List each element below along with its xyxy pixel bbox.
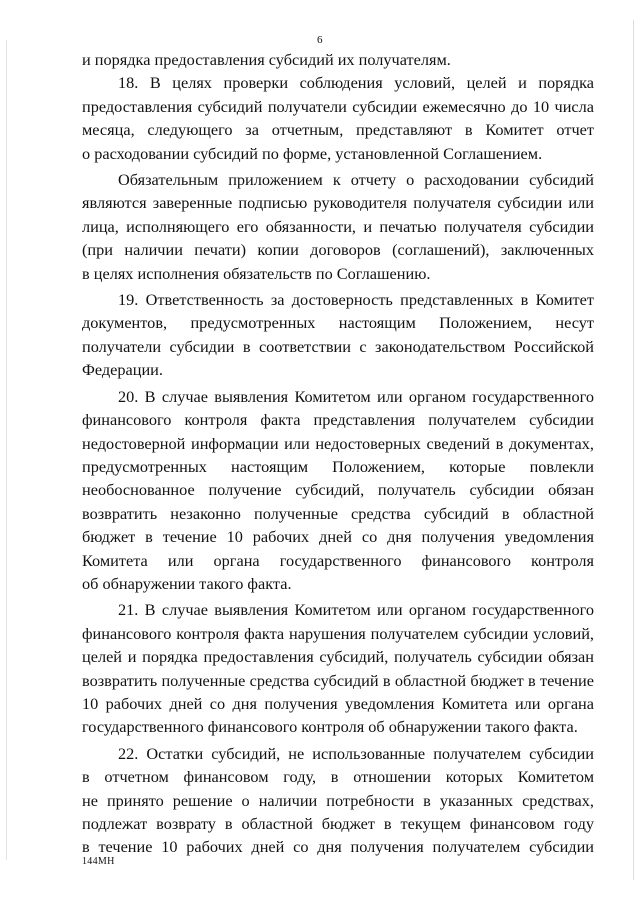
text-line: финансового контроля факта нарушения получателем субсидии условий, [82,623,594,643]
text-line: государственного финансового контроля об обнаружении такого факта. [82,717,578,737]
text-line: финансового контроля факта представления получателем субсидии [82,410,594,430]
text-line: бюджет в течение 10 рабочих дней со дня получения уведомления [82,527,594,547]
text-line: 19. Ответственность за достоверность представленных в Комитет [118,290,594,310]
text-line: лица, исполняющего его обязанности, и печатью получателя субсидии [82,216,594,236]
text-line: предоставления субсидий получатели субсидии ежемесячно до 10 числа [82,96,594,116]
text-line: возвратить незаконно полученные средства субсидий в областной [82,503,594,523]
text-line: необоснованное получение субсидий, получатель субсидии обязан [82,480,594,500]
text-line: в целях исполнения обязательств по Соглашению. [82,263,431,283]
text-line: 10 рабочих дней со дня получения уведомления Комитета или органа [82,693,594,713]
paragraph-18-attachment [82,168,594,285]
paragraph-21 [82,598,594,738]
text-line: месяца, следующего за отчетным, представляют в Комитет отчет [82,120,594,140]
text-line: целей и порядка предоставления субсидий, получатель субсидии обязан [82,647,594,667]
text-line: 22. Остатки субсидий, не использованные получателем субсидии [118,743,594,763]
text-line: о расходовании субсидий по форме, установленной Соглашением. [82,143,543,163]
text-line: получатели субсидии в соответствии с законодательством Российской [82,336,594,356]
document-code: 144МН [82,856,115,867]
text-line: предусмотренных настоящим Положением, которые повлекли [82,456,594,476]
text-line: Обязательным приложением к отчету о расходовании субсидий [118,170,594,190]
text-line: 20. В случае выявления Комитетом или органом государственного [118,386,594,406]
text-line: Федерации. [82,360,163,380]
text-line: являются заверенные подписью руководителя получателя субсидии или [82,193,594,213]
text-line: документов, предусмотренных настоящим Положением, несут [82,313,594,333]
text-line: 18. В целях проверки соблюдения условий, целей и порядка [118,73,594,93]
text-line: (при наличии печати) копии договоров (соглашений), заключенных [82,240,594,260]
page-number: 6 [317,34,323,46]
text-line: в течение 10 рабочих дней со дня получения получателем субсидии [82,837,594,857]
text-line: недостоверной информации или недостоверных сведений в документах, [82,433,594,453]
text-line: не принято решение о наличии потребности в указанных средствах, [82,790,594,810]
text-line: и порядка предоставления субсидий их получателям. [82,50,451,69]
text-line: об обнаружении такого факта. [82,573,292,593]
text-line: 21. В случае выявления Комитетом или органом государственного [118,600,594,620]
paragraph-19 [82,288,594,382]
paragraph-20 [82,385,594,596]
text-line: подлежат возврату в областной бюджет в текущем финансовом году [82,814,594,833]
paragraph-continuation [82,48,594,71]
right-edge-scan-mark [633,20,634,880]
document-body [82,48,594,859]
text-line: в отчетном финансовом году, в отношении которых Комитетом [82,767,594,787]
left-edge-scan-mark [6,40,7,860]
text-line: Комитета или органа государственного финансового контроля [82,550,594,570]
paragraph-18 [82,71,594,165]
text-line: возвратить полученные средства субсидий в областной бюджет в течение [82,670,594,690]
paragraph-22 [82,742,594,859]
